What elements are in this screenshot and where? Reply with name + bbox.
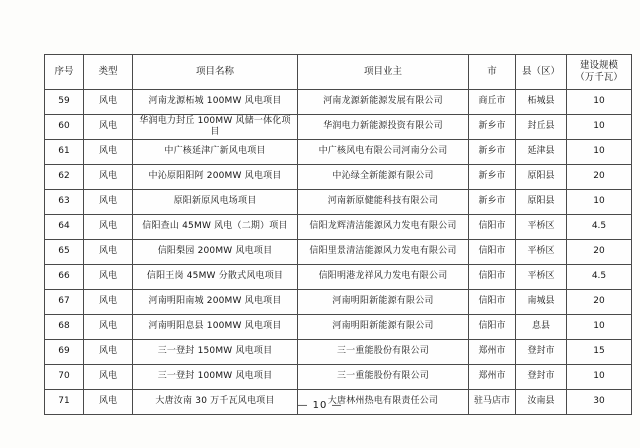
cell-no: 67 [45, 290, 84, 315]
cell-project-name: 大唐汝南 30 万千瓦风电项目 [133, 390, 298, 415]
cell-scale: 10 [567, 190, 632, 215]
cell-no: 60 [45, 115, 84, 140]
cell-scale: 15 [567, 340, 632, 365]
cell-no: 61 [45, 140, 84, 165]
cell-county: 息县 [516, 315, 567, 340]
table-row [45, 190, 632, 215]
table-header-row [45, 55, 632, 90]
cell-county: 延津县 [516, 140, 567, 165]
cell-type: 风电 [84, 115, 133, 140]
cell-city: 商丘市 [469, 90, 516, 115]
cell-scale: 20 [567, 240, 632, 265]
cell-scale: 10 [567, 115, 632, 140]
cell-county: 原阳县 [516, 190, 567, 215]
cell-project-owner: 河南龙源新能源发展有限公司 [298, 90, 469, 115]
column-header-project-name: 项目名称 [133, 55, 298, 90]
cell-type: 风电 [84, 390, 133, 415]
cell-type: 风电 [84, 190, 133, 215]
cell-project-owner: 河南明阳新能源有限公司 [298, 290, 469, 315]
cell-project-name: 三一登封 100MW 风电项目 [133, 365, 298, 390]
cell-county: 柘城县 [516, 90, 567, 115]
cell-no: 62 [45, 165, 84, 190]
cell-county: 平桥区 [516, 265, 567, 290]
cell-type: 风电 [84, 290, 133, 315]
cell-county: 平桥区 [516, 240, 567, 265]
cell-scale: 10 [567, 365, 632, 390]
cell-project-owner: 信阳明港龙祥风力发电有限公司 [298, 265, 469, 290]
cell-type: 风电 [84, 265, 133, 290]
cell-county: 南城县 [516, 290, 567, 315]
cell-type: 风电 [84, 140, 133, 165]
table-row [45, 240, 632, 265]
cell-city: 信阳市 [469, 290, 516, 315]
column-header-county: 县（区） [516, 55, 567, 90]
cell-county: 汝南县 [516, 390, 567, 415]
cell-project-name: 华润电力封丘 100MW 风储一体化项目 [133, 115, 298, 140]
cell-no: 63 [45, 190, 84, 215]
table-row [45, 115, 632, 140]
cell-no: 66 [45, 265, 84, 290]
cell-city: 信阳市 [469, 215, 516, 240]
column-header-scale [567, 55, 632, 90]
cell-project-name: 河南明阳息县 100MW 风电项目 [133, 315, 298, 340]
table-row [45, 290, 632, 315]
cell-no: 68 [45, 315, 84, 340]
table-row [45, 215, 632, 240]
cell-project-owner: 信阳里景清洁能源风力发电有限公司 [298, 240, 469, 265]
table-body [45, 90, 632, 415]
cell-project-name: 中沁原阳阳阿 200MW 风电项目 [133, 165, 298, 190]
cell-county: 登封市 [516, 365, 567, 390]
cell-county: 平桥区 [516, 215, 567, 240]
cell-city: 新乡市 [469, 165, 516, 190]
cell-scale: 4.5 [567, 215, 632, 240]
cell-scale: 4.5 [567, 265, 632, 290]
cell-project-name: 信阳梨园 200MW 风电项目 [133, 240, 298, 265]
cell-project-name: 信阳查山 45MW 风电（二期）项目 [133, 215, 298, 240]
table-row [45, 140, 632, 165]
cell-city: 信阳市 [469, 265, 516, 290]
cell-scale: 20 [567, 165, 632, 190]
table-row [45, 365, 632, 390]
cell-no: 64 [45, 215, 84, 240]
cell-city: 新乡市 [469, 190, 516, 215]
table-row [45, 165, 632, 190]
cell-county: 原阳县 [516, 165, 567, 190]
cell-project-name: 原阳新原风电场项目 [133, 190, 298, 215]
cell-type: 风电 [84, 215, 133, 240]
column-header-project-owner: 项目业主 [298, 55, 469, 90]
table-row [45, 90, 632, 115]
cell-no: 65 [45, 240, 84, 265]
cell-scale: 20 [567, 290, 632, 315]
column-header-scale-line1: 建设规模 [579, 60, 618, 72]
cell-no: 59 [45, 90, 84, 115]
cell-scale: 30 [567, 390, 632, 415]
cell-scale: 10 [567, 140, 632, 165]
cell-city: 郑州市 [469, 365, 516, 390]
cell-county: 封丘县 [516, 115, 567, 140]
cell-no: 69 [45, 340, 84, 365]
cell-project-name: 河南明阳南城 200MW 风电项目 [133, 290, 298, 315]
cell-project-owner: 信阳龙辉清洁能源风力发电有限公司 [298, 215, 469, 240]
cell-project-name: 河南龙源柘城 100MW 风电项目 [133, 90, 298, 115]
cell-type: 风电 [84, 365, 133, 390]
cell-project-owner: 中沁绿全新能源有限公司 [298, 165, 469, 190]
project-table-container [44, 54, 623, 415]
table-header [45, 55, 632, 90]
cell-scale: 10 [567, 315, 632, 340]
cell-no: 71 [45, 390, 84, 415]
column-header-no: 序号 [45, 55, 84, 90]
cell-city: 信阳市 [469, 240, 516, 265]
cell-project-owner: 中广核风电有限公司河南分公司 [298, 140, 469, 165]
page-number: — 10 — [297, 400, 343, 411]
cell-city: 郑州市 [469, 340, 516, 365]
cell-type: 风电 [84, 315, 133, 340]
cell-scale: 10 [567, 90, 632, 115]
cell-city: 驻马店市 [469, 390, 516, 415]
cell-project-owner: 河南明阳新能源有限公司 [298, 315, 469, 340]
column-header-type: 类型 [84, 55, 133, 90]
project-table [44, 54, 632, 415]
cell-city: 信阳市 [469, 315, 516, 340]
cell-project-name: 三一登封 150MW 风电项目 [133, 340, 298, 365]
cell-project-owner: 河南新原健能科技有限公司 [298, 190, 469, 215]
cell-no: 70 [45, 365, 84, 390]
cell-project-name: 信阳王岗 45MW 分散式风电项目 [133, 265, 298, 290]
column-header-scale-line2: （万千瓦） [575, 72, 623, 83]
cell-project-name: 中广核延津广新风电项目 [133, 140, 298, 165]
cell-type: 风电 [84, 90, 133, 115]
cell-project-owner: 大唐林州热电有限责任公司 [298, 390, 469, 415]
cell-city: 新乡市 [469, 140, 516, 165]
cell-type: 风电 [84, 165, 133, 190]
cell-type: 风电 [84, 340, 133, 365]
table-row [45, 340, 632, 365]
cell-project-owner: 三一重能股份有限公司 [298, 365, 469, 390]
column-header-city: 市 [469, 55, 516, 90]
table-row [45, 265, 632, 290]
cell-project-owner: 三一重能股份有限公司 [298, 340, 469, 365]
cell-city: 新乡市 [469, 115, 516, 140]
table-row [45, 315, 632, 340]
cell-project-owner: 华润电力新能源投资有限公司 [298, 115, 469, 140]
cell-county: 登封市 [516, 340, 567, 365]
cell-type: 风电 [84, 240, 133, 265]
